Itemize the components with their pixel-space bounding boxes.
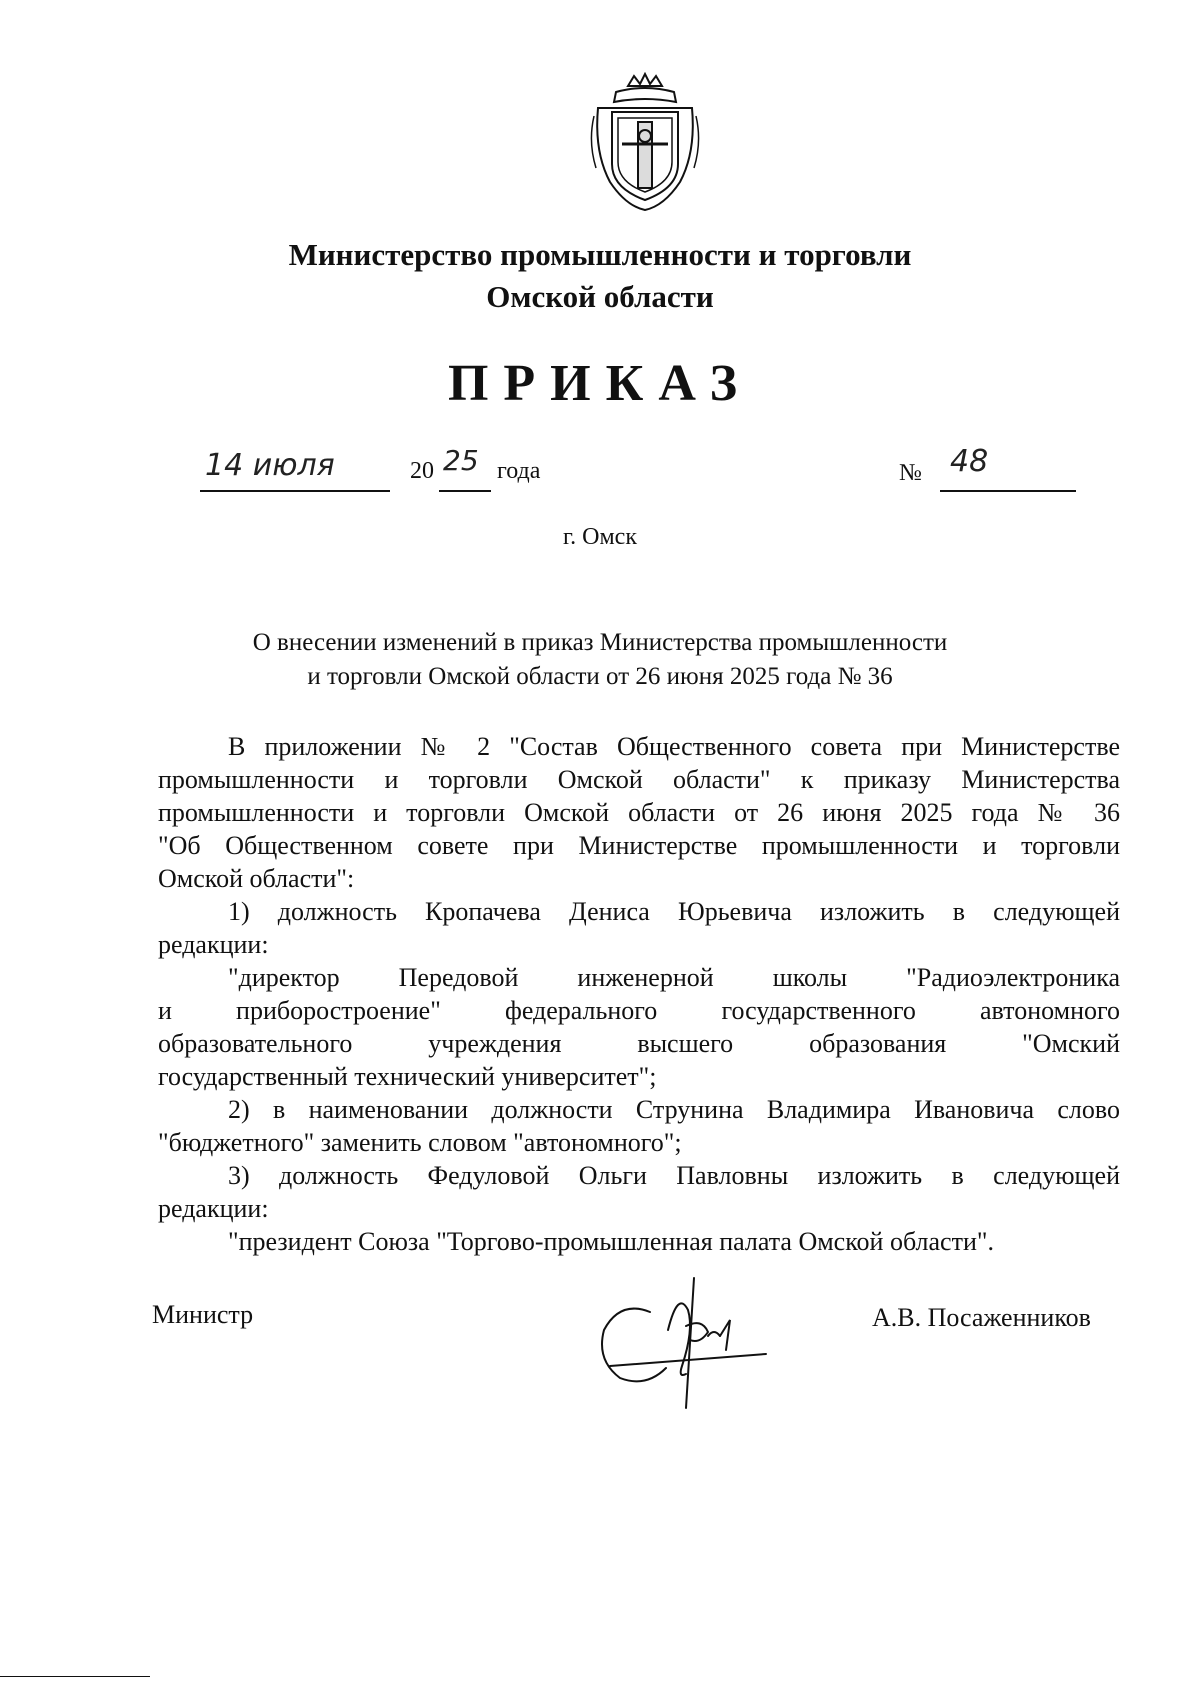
body-line: редакции: (158, 930, 269, 959)
subject-line2: и торговли Омской области от 26 июня 2025 года № 36 (307, 663, 893, 690)
coat-of-arms-emblem (590, 72, 700, 214)
body-line: В приложении № 2 "Состав Общественного совета при Министерстве (228, 732, 1120, 761)
body-line: "бюджетного" заменить словом "автономного"; (158, 1128, 682, 1157)
body-line: Омской области": (158, 864, 355, 893)
body-line: образовательного учреждения высшего образования "Омский (158, 1029, 1120, 1058)
body-line: "директор Передовой инженерной школы "Радиоэлектроника (228, 963, 1120, 992)
organization-name-line2: Омской области (486, 279, 714, 314)
year-prefix: 20 (410, 458, 434, 484)
date-day-month: 14 июля (205, 448, 335, 483)
year-word: года (497, 458, 541, 484)
handwritten-signature (590, 1270, 780, 1410)
body-line: 2) в наименовании должности Струнина Владимира Ивановича слово (228, 1095, 1120, 1124)
document-number: 48 (950, 444, 989, 479)
body-line: промышленности и торговли Омской области" к приказу Министерства (158, 765, 1120, 794)
signatory-title: Министр (152, 1300, 254, 1329)
city: г. Омск (563, 524, 637, 550)
body-line: "Об Общественном совете при Министерстве промышленности и торговли (158, 831, 1120, 860)
year-suffix: 25 (443, 444, 479, 477)
body-line: "президент Союза "Торгово-промышленная палата Омской области". (228, 1227, 994, 1256)
body-line: 3) должность Федуловой Ольги Павловны изложить в следующей (228, 1161, 1120, 1190)
signatory-name: А.В. Посаженников (872, 1303, 1091, 1332)
organization-name-line1: Министерство промышленности и торговли (288, 237, 912, 272)
body-line: государственный технический университет"; (158, 1062, 657, 1091)
document-type: ПРИКАЗ (447, 355, 753, 412)
body-line: 1) должность Кропачева Дениса Юрьевича изложить в следующей (228, 897, 1120, 926)
body-line: редакции: (158, 1194, 269, 1223)
body-line: и приборостроение" федерального государственного автономного (158, 996, 1120, 1025)
body-line: промышленности и торговли Омской области от 26 июня 2025 года № 36 (158, 798, 1120, 827)
number-sign: № (899, 460, 922, 486)
subject-line1: О внесении изменений в приказ Министерства промышленности (252, 629, 948, 656)
footer-divider (0, 1676, 150, 1678)
